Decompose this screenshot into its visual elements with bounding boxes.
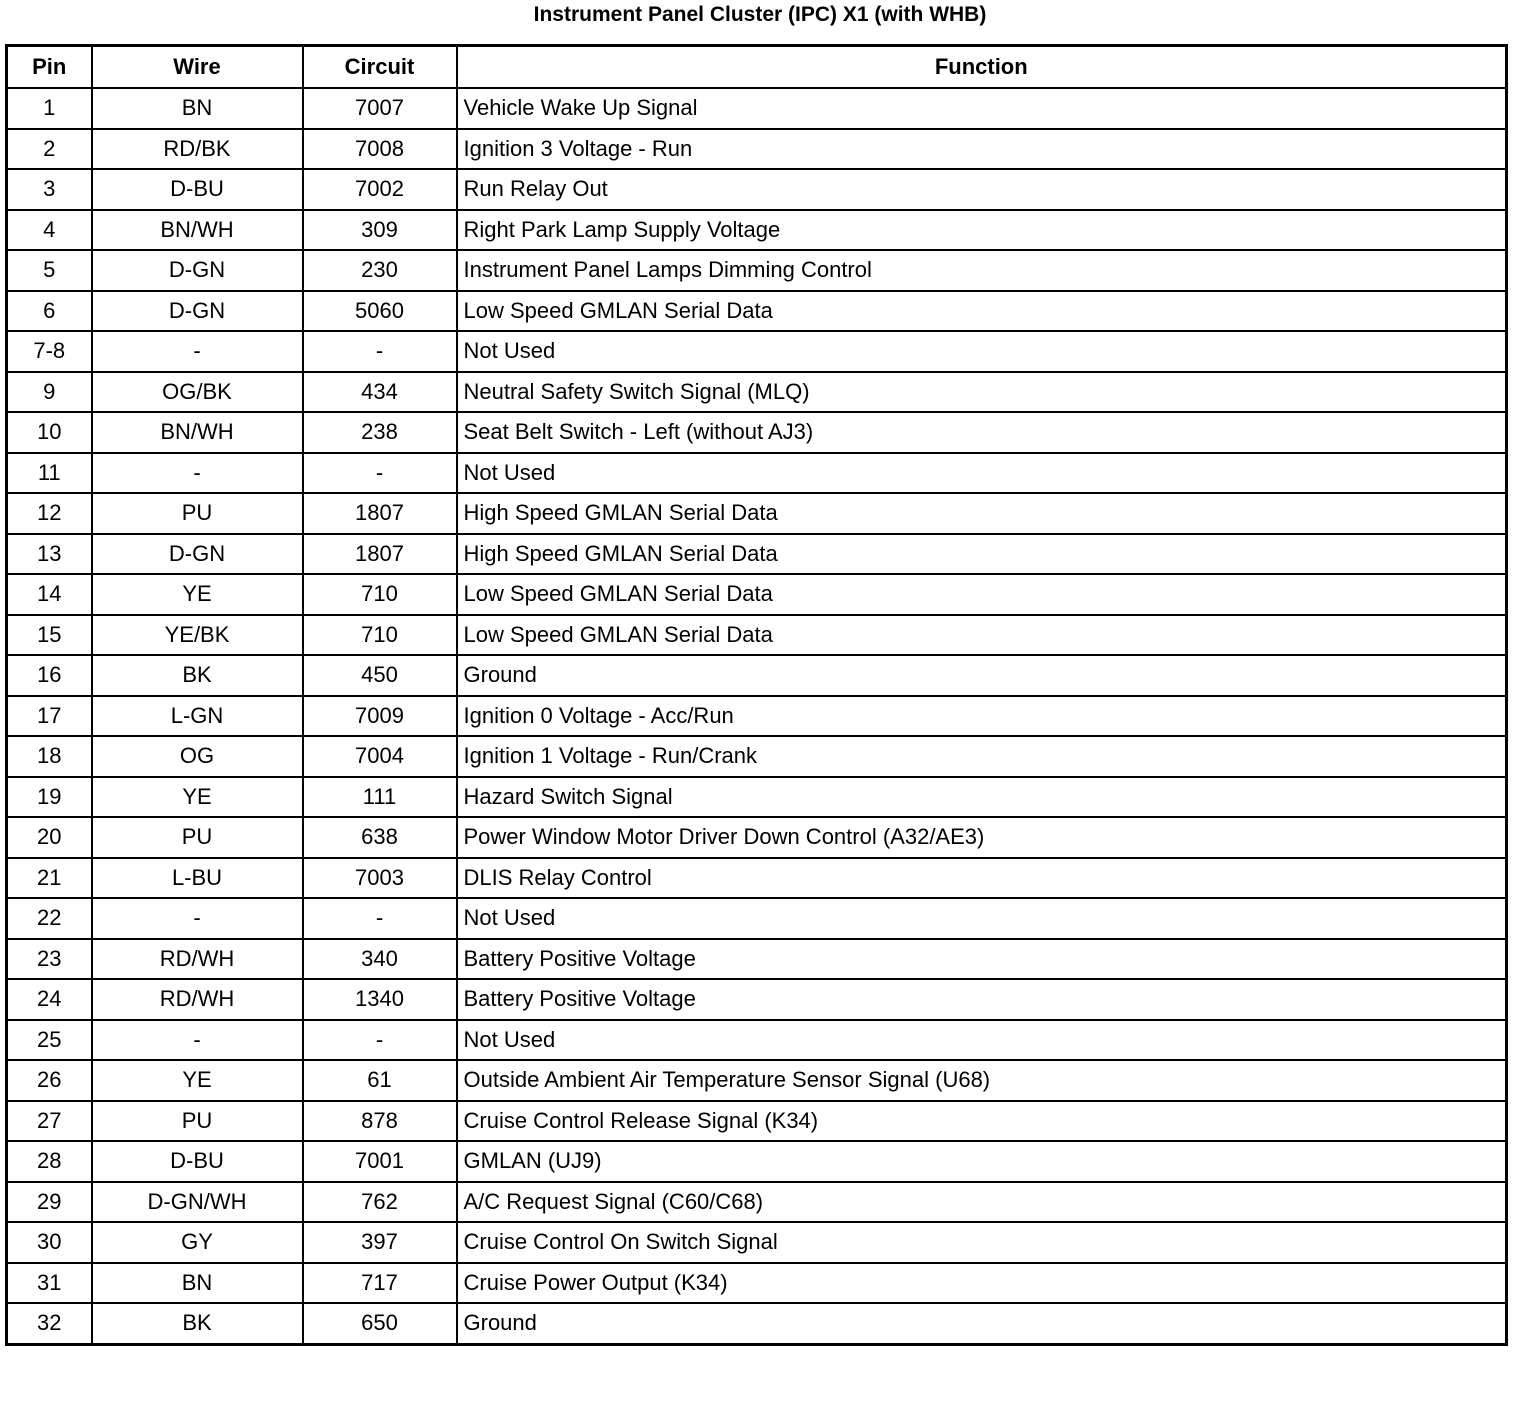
table-body: [7, 88, 1507, 1344]
pin-cell: 20: [7, 817, 92, 858]
circuit-cell: 7008: [303, 129, 457, 170]
circuit-cell: -: [303, 453, 457, 494]
pin-cell: 27: [7, 1101, 92, 1142]
pin-cell: 19: [7, 777, 92, 818]
wire-cell: L-BU: [92, 858, 303, 899]
function-cell: DLIS Relay Control: [457, 858, 1507, 899]
header-function: Function: [457, 46, 1507, 89]
function-cell: Not Used: [457, 898, 1507, 939]
table-row: [7, 331, 1507, 372]
function-cell: Not Used: [457, 453, 1507, 494]
wire-cell: D-GN: [92, 534, 303, 575]
circuit-cell: 1807: [303, 534, 457, 575]
page-title: Instrument Panel Cluster (IPC) X1 (with WHB): [533, 3, 987, 26]
pin-cell: 5: [7, 250, 92, 291]
header-pin: Pin: [7, 46, 92, 89]
wire-cell: PU: [92, 817, 303, 858]
table-row: [7, 372, 1507, 413]
circuit-cell: -: [303, 331, 457, 372]
pin-cell: 29: [7, 1182, 92, 1223]
circuit-cell: 340: [303, 939, 457, 980]
function-cell: High Speed GMLAN Serial Data: [457, 534, 1507, 575]
wire-cell: BN/WH: [92, 412, 303, 453]
circuit-cell: 5060: [303, 291, 457, 332]
pin-cell: 2: [7, 129, 92, 170]
function-cell: Right Park Lamp Supply Voltage: [457, 210, 1507, 251]
function-cell: Not Used: [457, 331, 1507, 372]
wire-cell: D-GN: [92, 291, 303, 332]
function-cell: Run Relay Out: [457, 169, 1507, 210]
header-wire: Wire: [92, 46, 303, 89]
wire-cell: PU: [92, 493, 303, 534]
wire-cell: D-GN: [92, 250, 303, 291]
circuit-cell: 434: [303, 372, 457, 413]
wire-cell: YE: [92, 574, 303, 615]
wire-cell: D-BU: [92, 1141, 303, 1182]
function-cell: Ignition 0 Voltage - Acc/Run: [457, 696, 1507, 737]
function-cell: Cruise Control On Switch Signal: [457, 1222, 1507, 1263]
circuit-cell: 230: [303, 250, 457, 291]
pin-cell: 22: [7, 898, 92, 939]
wire-cell: RD/WH: [92, 939, 303, 980]
function-cell: Ignition 3 Voltage - Run: [457, 129, 1507, 170]
pin-cell: 14: [7, 574, 92, 615]
circuit-cell: 7007: [303, 88, 457, 129]
function-cell: High Speed GMLAN Serial Data: [457, 493, 1507, 534]
table-row: [7, 291, 1507, 332]
pin-cell: 32: [7, 1303, 92, 1344]
wire-cell: -: [92, 1020, 303, 1061]
table-row: [7, 1101, 1507, 1142]
pin-cell: 11: [7, 453, 92, 494]
table-row: [7, 1222, 1507, 1263]
circuit-cell: 650: [303, 1303, 457, 1344]
table-row: [7, 129, 1507, 170]
circuit-cell: 450: [303, 655, 457, 696]
pin-cell: 24: [7, 979, 92, 1020]
table-row: [7, 696, 1507, 737]
pin-cell: 26: [7, 1060, 92, 1101]
circuit-cell: 61: [303, 1060, 457, 1101]
pin-cell: 30: [7, 1222, 92, 1263]
function-cell: Power Window Motor Driver Down Control (A32/AE3): [457, 817, 1507, 858]
wire-cell: D-GN/WH: [92, 1182, 303, 1223]
circuit-cell: 309: [303, 210, 457, 251]
wire-cell: OG/BK: [92, 372, 303, 413]
pin-cell: 28: [7, 1141, 92, 1182]
pin-cell: 1: [7, 88, 92, 129]
table-header-row: [7, 46, 1507, 89]
pin-cell: 15: [7, 615, 92, 656]
table-row: [7, 736, 1507, 777]
function-cell: Ground: [457, 1303, 1507, 1344]
wire-cell: BK: [92, 655, 303, 696]
wire-cell: -: [92, 898, 303, 939]
function-cell: Cruise Power Output (K34): [457, 1263, 1507, 1304]
pin-cell: 21: [7, 858, 92, 899]
function-cell: Ground: [457, 655, 1507, 696]
header-circuit: Circuit: [303, 46, 457, 89]
function-cell: Outside Ambient Air Temperature Sensor Signal (U68): [457, 1060, 1507, 1101]
wire-cell: YE/BK: [92, 615, 303, 656]
function-cell: Not Used: [457, 1020, 1507, 1061]
function-cell: Low Speed GMLAN Serial Data: [457, 615, 1507, 656]
wire-cell: RD/WH: [92, 979, 303, 1020]
pin-cell: 12: [7, 493, 92, 534]
pin-cell: 3: [7, 169, 92, 210]
function-cell: Battery Positive Voltage: [457, 939, 1507, 980]
table-row: [7, 817, 1507, 858]
table-row: [7, 493, 1507, 534]
pin-cell: 10: [7, 412, 92, 453]
table-row: [7, 615, 1507, 656]
circuit-cell: 7003: [303, 858, 457, 899]
pin-cell: 6: [7, 291, 92, 332]
wire-cell: GY: [92, 1222, 303, 1263]
wire-cell: -: [92, 453, 303, 494]
wire-cell: D-BU: [92, 169, 303, 210]
circuit-cell: 762: [303, 1182, 457, 1223]
wire-cell: BN/WH: [92, 210, 303, 251]
wire-cell: YE: [92, 777, 303, 818]
table-row: [7, 1060, 1507, 1101]
circuit-cell: 7002: [303, 169, 457, 210]
function-cell: Low Speed GMLAN Serial Data: [457, 574, 1507, 615]
wire-cell: YE: [92, 1060, 303, 1101]
pin-cell: 25: [7, 1020, 92, 1061]
circuit-cell: 7009: [303, 696, 457, 737]
function-cell: A/C Request Signal (C60/C68): [457, 1182, 1507, 1223]
wire-cell: BK: [92, 1303, 303, 1344]
circuit-cell: 397: [303, 1222, 457, 1263]
function-cell: Low Speed GMLAN Serial Data: [457, 291, 1507, 332]
pin-cell: 31: [7, 1263, 92, 1304]
circuit-cell: 1807: [303, 493, 457, 534]
table-row: [7, 1020, 1507, 1061]
circuit-cell: -: [303, 1020, 457, 1061]
wire-cell: BN: [92, 88, 303, 129]
circuit-cell: 111: [303, 777, 457, 818]
function-cell: Hazard Switch Signal: [457, 777, 1507, 818]
pin-cell: 9: [7, 372, 92, 413]
table-row: [7, 250, 1507, 291]
circuit-cell: 710: [303, 615, 457, 656]
wire-cell: BN: [92, 1263, 303, 1304]
table-row: [7, 655, 1507, 696]
function-cell: Instrument Panel Lamps Dimming Control: [457, 250, 1507, 291]
pin-cell: 18: [7, 736, 92, 777]
function-cell: Neutral Safety Switch Signal (MLQ): [457, 372, 1507, 413]
pin-cell: 7-8: [7, 331, 92, 372]
circuit-cell: 238: [303, 412, 457, 453]
pin-cell: 16: [7, 655, 92, 696]
pin-cell: 13: [7, 534, 92, 575]
wire-cell: OG: [92, 736, 303, 777]
table-row: [7, 1141, 1507, 1182]
connector-pinout-table: [5, 44, 1508, 1346]
wire-cell: PU: [92, 1101, 303, 1142]
table-row: [7, 169, 1507, 210]
table-row: [7, 1263, 1507, 1304]
pin-cell: 4: [7, 210, 92, 251]
circuit-cell: 710: [303, 574, 457, 615]
function-cell: Ignition 1 Voltage - Run/Crank: [457, 736, 1507, 777]
pin-cell: 23: [7, 939, 92, 980]
circuit-cell: 1340: [303, 979, 457, 1020]
table-row: [7, 858, 1507, 899]
pin-cell: 17: [7, 696, 92, 737]
table-row: [7, 1182, 1507, 1223]
table-row: [7, 939, 1507, 980]
circuit-cell: 717: [303, 1263, 457, 1304]
wire-cell: -: [92, 331, 303, 372]
table-row: [7, 88, 1507, 129]
table-row: [7, 898, 1507, 939]
table-row: [7, 574, 1507, 615]
function-cell: Cruise Control Release Signal (K34): [457, 1101, 1507, 1142]
circuit-cell: 638: [303, 817, 457, 858]
table-row: [7, 1303, 1507, 1344]
wire-cell: RD/BK: [92, 129, 303, 170]
table-row: [7, 777, 1507, 818]
circuit-cell: 7001: [303, 1141, 457, 1182]
function-cell: Seat Belt Switch - Left (without AJ3): [457, 412, 1507, 453]
table-row: [7, 210, 1507, 251]
function-cell: Battery Positive Voltage: [457, 979, 1507, 1020]
circuit-cell: -: [303, 898, 457, 939]
wire-cell: L-GN: [92, 696, 303, 737]
table-row: [7, 453, 1507, 494]
circuit-cell: 878: [303, 1101, 457, 1142]
function-cell: GMLAN (UJ9): [457, 1141, 1507, 1182]
function-cell: Vehicle Wake Up Signal: [457, 88, 1507, 129]
table-row: [7, 412, 1507, 453]
table-row: [7, 979, 1507, 1020]
circuit-cell: 7004: [303, 736, 457, 777]
table-row: [7, 534, 1507, 575]
